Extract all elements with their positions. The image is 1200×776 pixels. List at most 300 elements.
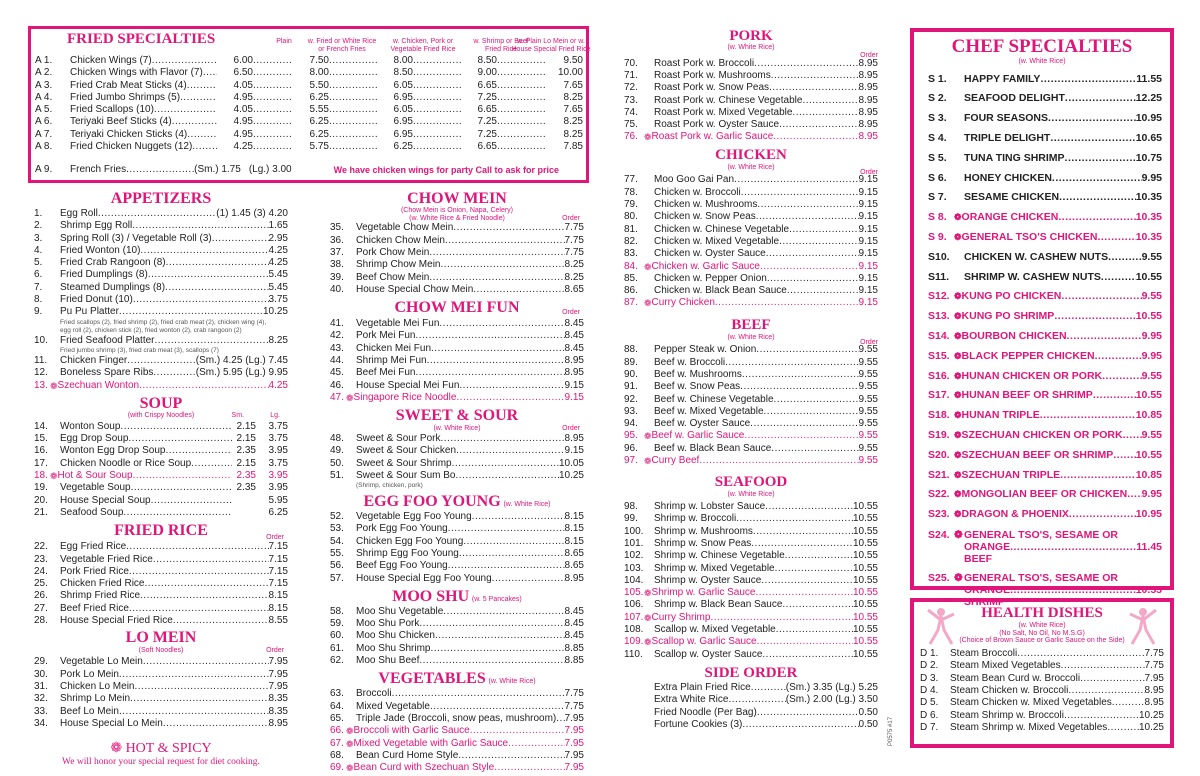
item-price: 8.65 — [564, 283, 584, 295]
leader-dots — [1123, 426, 1142, 446]
item-number: 62. — [330, 655, 344, 667]
item-name: Pork Lo Mein — [60, 668, 119, 680]
leader-dots — [123, 507, 232, 519]
leader-dots — [129, 603, 269, 615]
item-name: Extra White Rice — [654, 694, 729, 706]
fried-specialties-box — [28, 26, 589, 183]
item-number: 7. — [34, 281, 43, 293]
item-name: Broccoli with Garlic Sauce — [353, 725, 470, 737]
item-name: BLACK PEPPER CHICKEN — [961, 349, 1095, 362]
item-number: 77. — [624, 174, 638, 186]
chow-mein-subtitle: (Chow Mein is Onion, Napa, Celery) — [400, 207, 514, 214]
item-number: 103. — [624, 562, 644, 574]
menu-item — [330, 701, 584, 713]
item-price: 7.15 — [268, 553, 288, 565]
item-price: 8.00 — [393, 55, 413, 66]
menu-item — [330, 367, 584, 379]
lo-mein-subtitle: (Soft Noodles) — [138, 647, 184, 655]
item-price: 10.25 — [1138, 721, 1164, 733]
item-name: Shrimp Mei Fun — [356, 355, 427, 367]
menu-item-spicy — [624, 636, 878, 648]
item-name: Roast Pork w. Oyster Sauce — [654, 119, 780, 131]
leader-dots — [497, 141, 547, 153]
menu-item — [624, 273, 878, 285]
item-price: 9.55 — [858, 455, 878, 467]
leader-dots — [1061, 287, 1141, 307]
leader-dots — [1112, 697, 1145, 709]
item-price: 8.15 — [564, 535, 584, 547]
dancer-icon — [924, 606, 958, 646]
menu-item-spicy — [330, 762, 584, 774]
item-number: D 6. — [920, 709, 939, 721]
leader-dots — [753, 526, 853, 538]
leader-dots — [435, 630, 565, 642]
item-number: S24. — [928, 529, 950, 542]
menu-item — [330, 433, 584, 445]
item-number: 16. — [34, 445, 48, 457]
menu-item — [330, 606, 584, 618]
health-dishes-list — [914, 645, 1170, 734]
item-name: Beef w. Mushrooms — [654, 369, 742, 380]
item-number: 104. — [624, 574, 644, 586]
menu-item — [920, 673, 1164, 685]
item-name: Teriyaki Beef Sticks (4) — [70, 116, 172, 128]
hot-spicy-label: HOT & SPICY — [125, 741, 212, 757]
item-number: 54. — [330, 535, 344, 547]
chow-mein-title: CHOW MEIN — [407, 190, 507, 207]
menu-item — [34, 615, 288, 627]
item-price: 10.35 — [1135, 191, 1162, 204]
menu-item — [35, 104, 583, 116]
item-name: House Special Fried Rice — [60, 615, 173, 627]
leader-dots — [792, 107, 858, 119]
leader-dots — [452, 458, 559, 470]
menu-item — [624, 211, 878, 223]
fried-rice-title: FRIED RICE — [114, 522, 208, 540]
item-number: S21. — [928, 468, 950, 481]
item-name: Chicken w. Broccoli — [654, 186, 741, 198]
leader-dots — [771, 443, 858, 455]
item-number: 83. — [624, 248, 638, 260]
menu-item — [34, 355, 288, 367]
leader-dots — [180, 92, 217, 104]
leader-dots — [1080, 673, 1144, 685]
item-name: Shrimp w. Black Bean Sauce — [654, 599, 783, 611]
menu-item-spicy — [928, 466, 1162, 486]
item-name: House Special Chow Mein — [356, 283, 474, 295]
item-name: Pork Chow Mein — [356, 246, 430, 258]
pepper-icon: ❁ — [644, 456, 652, 467]
item-number: 24. — [34, 565, 48, 577]
pepper-icon: ❁ — [644, 298, 652, 309]
item-number: S11. — [928, 270, 950, 283]
item-price: 10.55 — [852, 648, 878, 660]
leader-dots — [253, 104, 293, 116]
pepper-icon: ❁ — [644, 637, 652, 648]
leader-dots — [767, 273, 859, 285]
order-header: Order — [562, 309, 580, 317]
pepper-icon: ❁ — [346, 726, 354, 737]
leader-dots — [413, 92, 461, 104]
item-name: Shrimp Egg Foo Young — [356, 548, 459, 559]
item-number: 37. — [330, 246, 344, 258]
item-number: 14. — [34, 420, 48, 432]
menu-item — [330, 272, 584, 284]
order-header: Order — [266, 647, 284, 655]
item-number: 57. — [330, 572, 344, 584]
leader-dots — [787, 285, 859, 297]
item-name: Beef w. Chinese Vegetable — [654, 393, 774, 405]
pepper-icon: ❁ — [346, 738, 354, 749]
item-number: 4. — [34, 244, 43, 256]
item-price: 11.45 — [1136, 541, 1162, 554]
item-number: 106. — [624, 599, 644, 611]
item-price: 7.95 — [564, 762, 584, 774]
menu-item — [624, 70, 878, 82]
leader-dots — [1065, 149, 1136, 169]
health-dishes-box — [910, 598, 1174, 748]
beef-list — [624, 344, 878, 467]
item-name: Bean Curd Home Style — [356, 749, 459, 761]
leader-dots — [151, 495, 232, 507]
item-number: 18. — [34, 470, 48, 482]
item-name: CHICKEN W. CASHEW NUTS — [964, 250, 1109, 263]
fried-specialties-list — [35, 55, 583, 153]
leader-dots — [253, 67, 293, 79]
item-number: 22. — [34, 541, 48, 553]
leader-dots — [751, 682, 786, 694]
item-number: S 1. — [928, 72, 947, 85]
leader-dots — [472, 511, 565, 523]
item-number: S 7. — [928, 191, 947, 204]
item-number: D 2. — [920, 660, 939, 672]
menu-item-spicy — [928, 386, 1162, 406]
item-price: 6.05 — [393, 79, 413, 91]
pepper-icon: ❁ — [346, 763, 354, 774]
item-number: 58. — [330, 605, 344, 617]
leader-dots — [126, 164, 194, 176]
item-name: Shrimp w. Lobster Sauce — [654, 501, 766, 513]
pepper-icon: ❁ — [644, 261, 652, 272]
health-dishes-subtitle: (No Salt, No Oil, No M.S.G) — [999, 629, 1085, 637]
item-name: Chicken Noodle or Rice Soup — [60, 457, 192, 469]
menu-item — [34, 669, 288, 681]
leader-dots — [762, 649, 853, 661]
item-name: Fried Noodle (Per Bag) — [654, 706, 757, 718]
leader-dots — [1093, 386, 1136, 406]
item-price: 5.55 — [309, 104, 329, 116]
item-name: SZECHUAN CHICKEN OR PORK — [961, 429, 1123, 442]
item-number: S14. — [928, 330, 950, 343]
item-price: 7.75 — [564, 700, 584, 712]
item-name: Steam Broccoli — [950, 648, 1018, 660]
item-number: 41. — [330, 318, 344, 330]
item-number: S 4. — [928, 132, 947, 145]
item-price: 8.15 — [268, 590, 288, 602]
item-number: D 3. — [920, 672, 939, 684]
leader-dots — [448, 560, 565, 572]
item-number: 31. — [34, 680, 48, 692]
item-price: 6.25 — [393, 141, 413, 153]
leader-dots — [1127, 485, 1141, 505]
item-name: Fried Chicken Nuggets (12) — [70, 141, 193, 153]
item-name: Chicken Fried Rice — [60, 578, 145, 590]
leader-dots — [756, 211, 859, 223]
item-name: House Special Egg Foo Young — [356, 572, 492, 584]
diet-note: We will honor your special request for diet cooking. — [62, 757, 260, 768]
item-number: D 7. — [920, 721, 939, 733]
item-price: 9.15 — [858, 248, 878, 260]
item-name: Fried Dumplings (8) — [60, 269, 148, 281]
item-price: 8.85 — [564, 655, 584, 667]
menu-item-spicy — [624, 261, 878, 273]
menu-item — [330, 511, 584, 523]
item-price: 9.55 — [858, 344, 878, 356]
side-order-title: SIDE ORDER — [704, 664, 798, 681]
item-price: 4.25 — [268, 379, 288, 391]
item-price: 7.75 — [564, 222, 584, 234]
item-price: 10.55 — [852, 574, 878, 586]
item-name: Pork Egg Foo Young — [356, 523, 448, 535]
item-price: 8.25 — [563, 128, 583, 140]
leader-dots — [1060, 466, 1136, 486]
menu-item — [34, 367, 288, 379]
item-number: A 9. — [35, 164, 53, 175]
leader-dots — [253, 141, 293, 153]
leader-dots — [133, 294, 269, 306]
menu-item — [928, 268, 1162, 288]
item-name: Shrimp w. Broccoli — [654, 513, 737, 525]
pepper-icon: ❁ — [954, 232, 962, 243]
item-name: Fortune Cookies (3) — [654, 718, 743, 730]
item-name: Roast Pork w. Snow Peas — [654, 82, 770, 94]
leader-dots — [775, 563, 853, 575]
menu-item-spicy — [928, 228, 1162, 248]
leader-dots — [556, 713, 564, 725]
item-price: 6.95 — [393, 116, 413, 128]
menu-item — [624, 199, 878, 211]
item-number: 13. — [34, 379, 48, 391]
item-number: S16. — [928, 369, 950, 382]
item-price: 9.15 — [858, 235, 878, 247]
leader-dots — [497, 67, 547, 79]
leader-dots — [1058, 208, 1135, 228]
leader-dots — [130, 693, 269, 705]
item-name: Chicken w. Garlic Sauce — [651, 260, 760, 272]
item-price: 8.25 — [563, 116, 583, 128]
order-header: Order — [860, 338, 878, 346]
item-price-small: 2.15 — [236, 420, 256, 432]
leader-dots — [329, 104, 377, 116]
leader-dots — [494, 762, 564, 774]
item-price: 10.35 — [1135, 211, 1162, 224]
item-price: 9.55 — [858, 393, 878, 405]
item-price: 7.95 — [1144, 672, 1164, 684]
item-number: A 6. — [35, 116, 53, 128]
item-name: Beef Mei Fun — [356, 367, 416, 379]
item-price: 8.15 — [564, 523, 584, 535]
pepper-icon: ❁ — [954, 572, 963, 585]
item-number: 89. — [624, 356, 638, 368]
item-price: 7.85 — [563, 141, 583, 153]
lo-mein-list — [34, 656, 288, 730]
menu-item-spicy — [928, 307, 1162, 327]
item-price: (Sm.) 5.95 (Lg.) 9.95 — [195, 367, 288, 379]
menu-item — [624, 513, 878, 525]
item-price: 7.75 — [564, 246, 584, 258]
item-name: Bean Curd with Szechuan Style — [353, 762, 495, 774]
chef-specialties-list — [914, 66, 1170, 525]
item-name: Shrimp w. Snow Peas — [654, 537, 752, 549]
item-name: GENERAL TSO'S CHICKEN — [961, 231, 1098, 244]
leader-dots — [413, 80, 461, 92]
item-number: D 1. — [920, 648, 939, 660]
leader-dots — [497, 104, 547, 116]
item-name: Moo Shu Shrimp — [356, 642, 431, 654]
leader-dots — [715, 297, 859, 309]
item-name: ORANGE CHICKEN — [961, 211, 1059, 224]
menu-item — [34, 269, 288, 281]
item-price: 0.50 — [858, 706, 878, 718]
item-number: 28. — [34, 615, 48, 627]
item-price: 10.25 — [262, 306, 288, 318]
item-number: S13. — [928, 310, 950, 323]
item-name: Fried Seafood Platter — [60, 334, 155, 346]
item-name: Shrimp w. Garlic Sauce — [651, 587, 756, 599]
menu-item — [34, 433, 288, 445]
item-price: 8.95 — [858, 119, 878, 131]
item-number: 73. — [624, 94, 638, 106]
leader-dots — [253, 92, 293, 104]
item-name: Moo Goo Gai Pan — [654, 174, 735, 186]
leader-dots — [456, 445, 564, 457]
leader-dots — [497, 80, 547, 92]
item-number: S15. — [928, 349, 950, 362]
item-name: Beef Lo Mein — [60, 705, 119, 717]
item-price: 10.55 — [1135, 584, 1162, 597]
menu-item-spicy — [624, 612, 878, 624]
leader-dots — [153, 367, 195, 379]
leader-dots — [755, 587, 852, 599]
item-price: 8.95 — [858, 57, 878, 69]
leader-dots — [134, 681, 268, 693]
leader-dots — [1101, 268, 1136, 288]
item-name: Singapore Rice Noodle — [353, 391, 457, 403]
item-name: Vegetable Soup — [60, 482, 131, 494]
item-number: 82. — [624, 235, 638, 247]
leader-dots — [392, 688, 565, 700]
item-number: 49. — [330, 445, 344, 457]
item-price: 4.25 — [268, 257, 288, 269]
menu-item — [34, 693, 288, 705]
menu-item — [34, 445, 288, 457]
item-price: 10.55 — [852, 611, 878, 623]
leader-dots — [329, 92, 377, 104]
item-name: Curry Shrimp — [651, 611, 711, 623]
item-price: 8.95 — [858, 69, 878, 81]
chow-mein-list — [330, 222, 584, 296]
item-price: 8.95 — [858, 106, 878, 118]
item-price: 5.75 — [309, 141, 329, 153]
leader-dots — [98, 208, 216, 220]
item-number: 76. — [624, 131, 638, 143]
leader-dots — [1050, 129, 1135, 149]
item-number: 78. — [624, 186, 638, 198]
menu-item — [35, 164, 583, 176]
item-price: 0.50 — [858, 718, 878, 730]
menu-item — [34, 681, 288, 693]
item-number: 17. — [34, 457, 48, 469]
leader-dots — [429, 247, 564, 259]
item-name: Shrimp Fried Rice — [60, 590, 141, 602]
item-number: A 1. — [35, 55, 53, 66]
leader-dots — [761, 575, 853, 587]
item-name: Beef w. Snow Peas — [654, 381, 741, 393]
item-name: Roast Pork w. Mixed Vegetable — [654, 106, 793, 118]
item-price: (1) 1.45 (3) 4.20 — [216, 208, 288, 219]
item-name: Chicken Wings with Flavor (7) — [70, 67, 203, 79]
item-number: 102. — [624, 550, 644, 562]
item-number: 21. — [34, 506, 48, 518]
menu-item-spicy — [914, 529, 1170, 565]
menu-item — [35, 55, 583, 67]
item-name: Hot & Sour Soup — [57, 470, 133, 482]
pepper-icon: ❁ — [954, 430, 962, 441]
leader-dots — [413, 129, 461, 141]
item-number: 69. — [330, 762, 344, 774]
item-number: 9. — [34, 306, 43, 318]
leader-dots — [740, 381, 858, 393]
chef-specialties-subtitle: (w. White Rice) — [1018, 58, 1066, 65]
pepper-icon: ❁ — [954, 291, 962, 302]
seafood-subtitle: (w. White Rice) — [727, 491, 775, 499]
item-number: 107. — [624, 611, 644, 623]
item-price: 10.55 — [852, 513, 878, 525]
item-number: 66. — [330, 725, 344, 737]
item-price: 10.35 — [1135, 231, 1162, 244]
leader-dots — [765, 501, 853, 513]
item-price: 2.95 — [268, 232, 288, 244]
menu-item-spicy — [34, 470, 288, 482]
item-name: Wonton Egg Drop Soup — [60, 445, 166, 457]
menu-item — [330, 318, 584, 330]
item-price: 8.95 — [858, 94, 878, 106]
health-dishes-subtitle: (Choice of Brown Sauce or Garlic Sauce on the Side) — [959, 637, 1125, 645]
item-price: 4.05 — [233, 79, 253, 91]
sweet-sour-subtitle: (w. White Rice) — [433, 425, 481, 433]
leader-dots — [497, 55, 547, 67]
item-price-large: 3.75 — [268, 420, 288, 432]
menu-item — [624, 526, 878, 538]
menu-item — [330, 548, 584, 560]
item-price: 7.65 — [563, 104, 583, 116]
menu-item-spicy — [330, 392, 584, 404]
item-name: Steam Chicken w. Broccoli — [950, 684, 1069, 696]
item-name: Szechuan Wonton — [57, 379, 140, 391]
leader-dots — [430, 701, 565, 713]
item-number: 94. — [624, 418, 638, 430]
leader-dots — [773, 131, 858, 143]
leader-dots — [1064, 710, 1139, 722]
item-price: 10.25 — [1138, 709, 1164, 721]
chicken-title: CHICKEN — [715, 146, 787, 163]
leader-dots — [734, 174, 858, 186]
leader-dots — [459, 548, 565, 560]
leader-dots — [1068, 685, 1144, 697]
item-price: 7.50 — [309, 55, 329, 66]
leader-dots — [1107, 722, 1139, 734]
menu-item — [928, 129, 1162, 149]
